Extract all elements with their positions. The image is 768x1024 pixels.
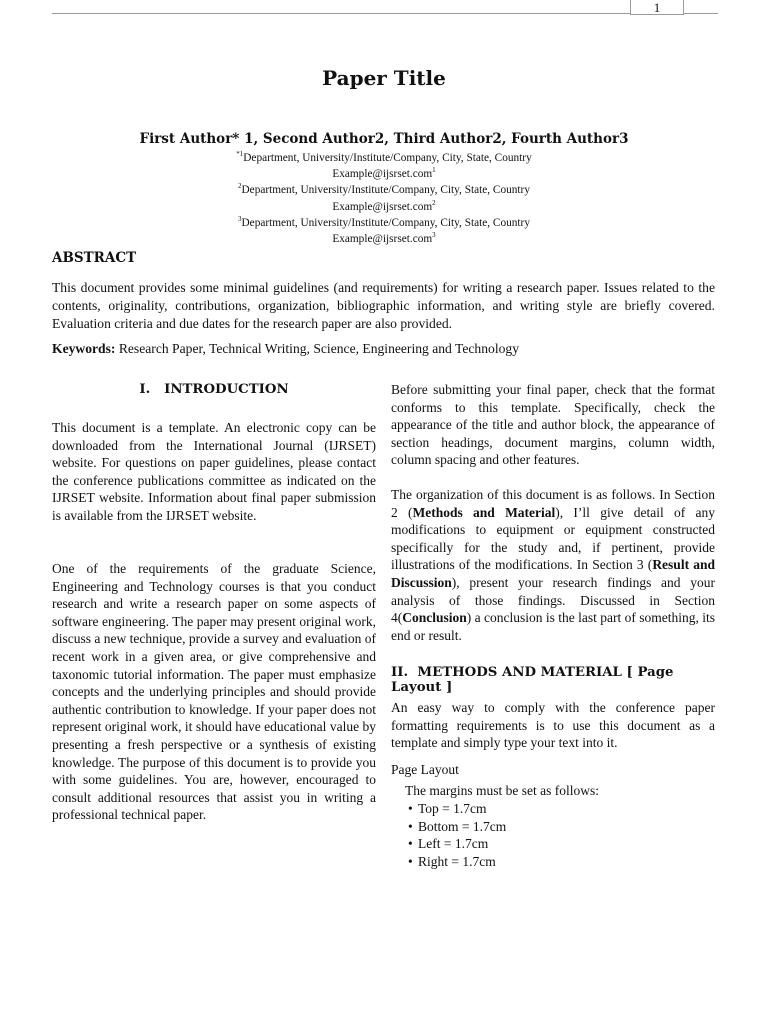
affiliation-3-email: Example@ijsrset.com$^3$: [332, 230, 436, 245]
affiliations: [0, 148, 768, 245]
organization-paragraph: The organization of this document is as follows. In Section 2 (Methods and Material), I’ll give detail of any modifications to equipment or equipment constructed specifically for the study and, if pertinent, provide illustrations of the modifications. In Section 3 (Result and Discussion), present your research findings and your analysis of those findings. Discussed in Section 4(Conclusion) a conclusion is the last part of something, its end or result.: [391, 487, 716, 643]
affiliation-3: $^3$Department, University/Institute/Company, City, State, Country: [238, 214, 530, 229]
paper-title: Paper Title: [322, 66, 446, 90]
keywords-label: Keywords:: [52, 341, 116, 356]
methods-paragraph: An easy way to comply with the conference paper formatting requirements is to use this document as a template and simply type your text into it.: [391, 700, 715, 751]
page-number-box: [630, 0, 684, 15]
margin-top-item: • Top = 1.7cm: [408, 800, 506, 818]
abstract-text: This document provides some minimal guidelines (and requirements) for writing a research paper. Issues related to the contents, originality, contributions, organization, bibliographic information, and writing style are briefly covered. Evaluation criteria and due dates for the research paper are also provided.: [52, 280, 715, 331]
margin-left-item: • Left = 1.7cm: [408, 835, 506, 853]
affiliation-1-email: Example@ijsrset.com$^1$: [332, 166, 436, 180]
keywords: [52, 340, 715, 358]
section-heading-introduction: I. INTRODUCTION: [139, 382, 289, 397]
affiliation-2: $^2$Department, University/Institute/Company, City, State, Country: [238, 182, 530, 197]
page-number: 1: [653, 0, 661, 15]
affiliation-1: $^{*1}$Department, University/Institute/Company, City, State, Country: [236, 150, 532, 164]
margin-bottom-item: • Bottom = 1.7cm: [408, 818, 506, 836]
margins-intro: The margins must be set as follows:: [405, 783, 599, 798]
section-heading-methods: II. METHODS AND MATERIAL [ Page Layout ]: [391, 665, 674, 695]
header-rule: [52, 13, 718, 14]
submission-paragraph: Before submitting your final paper, check that the format conforms to this template. Specifically, check the appearance of the title and author block, the appearance of section headings, document margins, column width, column spacing and other features.: [391, 382, 715, 468]
intro-paragraph-2: One of the requirements of the graduate Science, Engineering and Technology courses is that you conduct research and write a research paper on some aspects of software engineering. The paper may present original work, discuss a new technique, provide a survey and evaluation of recent work in a given area, or give comprehensive and taxonomic tutorial information. The paper must emphasize concepts and the underlying principles and should provide authentic contribution to knowledge. If your paper does not represent original work, it should have educational value by presenting a fresh perspective or a synthesis of existing knowledge. The purpose of this document is to provide you with some guidelines. You are, however, encouraged to consult additional resources that assist you in writing a professional technical paper.: [52, 561, 376, 823]
margin-right-item: • Right = 1.7cm: [408, 853, 506, 871]
page-layout-subheading: Page Layout: [391, 762, 459, 777]
author-list: First Author* 1, Second Author2, Third Author2, Fourth Author3: [139, 131, 629, 147]
affiliation-2-email: Example@ijsrset.com$^2$: [332, 198, 436, 213]
abstract-heading: ABSTRACT: [52, 250, 137, 266]
intro-paragraph-1: This document is a template. An electronic copy can be downloaded from the International Journal (IJRSET) website. For questions on paper guidelines, please contact the conference publications committee as indicated on the IJRSET website. Information about final paper submission is available from the IJRSET website.: [52, 420, 376, 523]
keywords-list: Research Paper, Technical Writing, Science, Engineering and Technology: [115, 341, 519, 356]
margins-list: [408, 800, 506, 870]
